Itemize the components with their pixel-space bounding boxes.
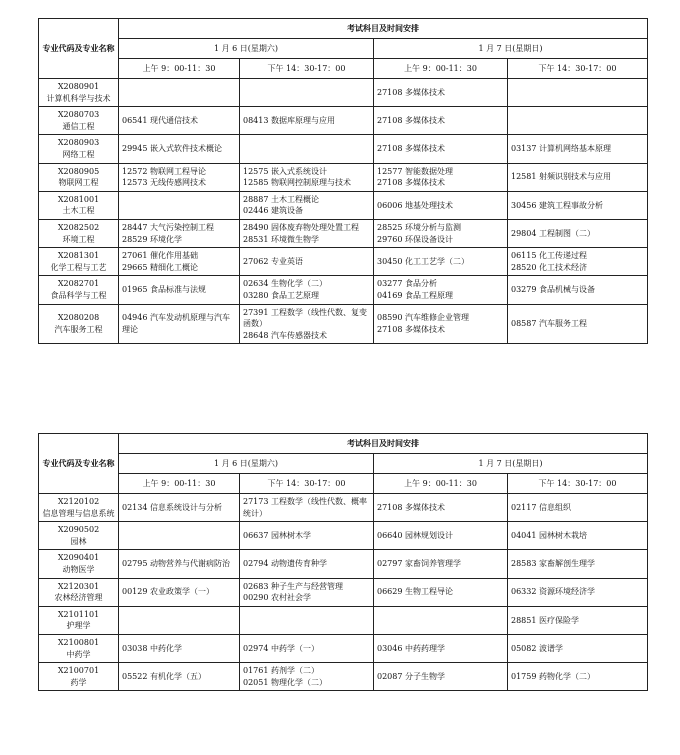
major-cell xyxy=(39,304,119,344)
course-cell-d1pm xyxy=(240,107,374,135)
table-row xyxy=(39,304,648,344)
course-cell-d2pm xyxy=(508,578,648,606)
major-name: 物联网工程 xyxy=(58,178,99,188)
course-cell-d1am xyxy=(119,304,240,344)
exam-schedule-header: 考试科目及时间安排 xyxy=(119,434,648,454)
course-entry: 12572 物联网工程导论 xyxy=(122,166,206,176)
course-cell-d2am xyxy=(374,248,508,276)
major-code: X2081301 xyxy=(57,251,100,261)
course-cell-d1am xyxy=(119,107,240,135)
course-cell-d2am xyxy=(374,219,508,247)
course-entry: 29665 精细化工概论 xyxy=(122,262,198,272)
course-cell-d1pm xyxy=(240,663,374,691)
major-name: 园林 xyxy=(70,536,87,546)
course-cell-d2am xyxy=(374,550,508,578)
major-name: 药学 xyxy=(70,677,87,687)
course-cell-d2pm xyxy=(508,494,648,522)
major-cell xyxy=(39,191,119,219)
table-row xyxy=(39,79,648,107)
course-cell-d2pm xyxy=(508,276,648,304)
course-entry: 02974 中药学（一） xyxy=(243,643,319,653)
course-cell-d1pm xyxy=(240,606,374,634)
table-row xyxy=(39,107,648,135)
course-cell-d2pm xyxy=(508,191,648,219)
major-cell xyxy=(39,550,119,578)
schedule-table-1 xyxy=(38,18,648,344)
course-cell-d2pm xyxy=(508,634,648,662)
day2-am-header: 上午 9：00-11：30 xyxy=(374,59,508,79)
table-row xyxy=(39,191,648,219)
course-cell-d2pm xyxy=(508,550,648,578)
code-name-header: 专业代码及专业名称 xyxy=(39,19,119,79)
course-entry: 08413 数据库原理与应用 xyxy=(243,115,335,125)
course-entry: 27062 专业英语 xyxy=(243,256,303,266)
course-cell-d2am xyxy=(374,522,508,550)
major-name: 护理学 xyxy=(66,621,91,631)
major-cell xyxy=(39,163,119,191)
course-entry: 29804 工程制图（二） xyxy=(511,228,595,238)
course-cell-d1am xyxy=(119,248,240,276)
table-row xyxy=(39,248,648,276)
course-cell-d2am xyxy=(374,79,508,107)
course-entry: 27061 催化作用基础 xyxy=(122,251,198,261)
major-code: X2080208 xyxy=(57,313,100,323)
course-entry: 28447 大气污染控制工程 xyxy=(122,222,214,232)
major-name: 食品科学与工程 xyxy=(50,290,107,300)
day2-header: 1 月 7 日(星期日) xyxy=(374,39,648,59)
course-entry: 28583 家畜解剖生理学 xyxy=(511,559,595,569)
course-entry: 08587 汽车服务工程 xyxy=(511,319,587,329)
course-entry: 01761 药剂学（二） xyxy=(243,666,319,676)
day2-pm-header: 下午 14：30-17：00 xyxy=(508,474,648,494)
course-entry: 02794 动物遗传育种学 xyxy=(243,559,327,569)
major-name: 计算机科学与技术 xyxy=(46,93,111,103)
course-entry: 27108 多媒体技术 xyxy=(377,178,445,188)
major-code: X2080903 xyxy=(57,138,100,148)
course-cell-d1am xyxy=(119,191,240,219)
table-row xyxy=(39,634,648,662)
day1-header: 1 月 6 日(星期六) xyxy=(119,454,374,474)
table-row xyxy=(39,663,648,691)
course-cell-d1am xyxy=(119,606,240,634)
major-name: 动物医学 xyxy=(62,564,95,574)
course-entry: 27108 多媒体技术 xyxy=(377,144,445,154)
table-row xyxy=(39,135,648,163)
course-entry: 28529 环境化学 xyxy=(122,234,182,244)
major-cell xyxy=(39,107,119,135)
major-cell xyxy=(39,276,119,304)
course-cell-d1am xyxy=(119,276,240,304)
major-code: X2100701 xyxy=(57,666,100,676)
major-code: X2090502 xyxy=(57,525,100,535)
course-cell-d1pm xyxy=(240,578,374,606)
course-entry: 28887 土木工程概论 xyxy=(243,194,319,204)
course-cell-d2pm xyxy=(508,304,648,344)
table-row xyxy=(39,494,648,522)
course-cell-d2pm xyxy=(508,107,648,135)
major-cell xyxy=(39,606,119,634)
course-entry: 28520 化工技术经济 xyxy=(511,262,587,272)
course-cell-d1am xyxy=(119,522,240,550)
day2-pm-header: 下午 14：30-17：00 xyxy=(508,59,648,79)
major-name: 农林经济管理 xyxy=(54,593,103,603)
course-entry: 27108 多媒体技术 xyxy=(377,324,445,334)
course-cell-d1am xyxy=(119,219,240,247)
course-entry: 01965 食品标准与法规 xyxy=(122,285,206,295)
major-cell xyxy=(39,494,119,522)
major-name: 环境工程 xyxy=(62,234,95,244)
course-cell-d1pm xyxy=(240,304,374,344)
course-cell-d1pm xyxy=(240,248,374,276)
course-cell-d1am xyxy=(119,634,240,662)
major-name: 土木工程 xyxy=(62,206,95,216)
course-entry: 02446 建筑设备 xyxy=(243,206,303,216)
course-cell-d1am xyxy=(119,550,240,578)
course-entry: 27173 工程数学（线性代数、概率统计） xyxy=(243,497,367,518)
course-entry: 01759 药物化学（二） xyxy=(511,671,595,681)
course-entry: 06332 资源环境经济学 xyxy=(511,587,595,597)
course-cell-d1am xyxy=(119,163,240,191)
course-cell-d2am xyxy=(374,578,508,606)
major-code: X2081001 xyxy=(57,194,100,204)
major-cell xyxy=(39,578,119,606)
major-name: 网络工程 xyxy=(62,149,95,159)
day1-header: 1 月 6 日(星期六) xyxy=(119,39,374,59)
major-name: 汽车服务工程 xyxy=(54,324,103,334)
table-row xyxy=(39,606,648,634)
course-cell-d1am xyxy=(119,135,240,163)
course-cell-d2am xyxy=(374,304,508,344)
course-cell-d1pm xyxy=(240,79,374,107)
course-entry: 06541 现代通信技术 xyxy=(122,115,198,125)
course-cell-d2pm xyxy=(508,248,648,276)
course-cell-d1am xyxy=(119,663,240,691)
course-entry: 02087 分子生物学 xyxy=(377,671,445,681)
course-cell-d2pm xyxy=(508,79,648,107)
exam-schedule-header: 考试科目及时间安排 xyxy=(119,19,648,39)
table-row xyxy=(39,550,648,578)
table-row xyxy=(39,163,648,191)
day1-am-header: 上午 9：00-11：30 xyxy=(119,474,240,494)
course-entry: 00290 农村社会学 xyxy=(243,593,311,603)
course-cell-d2am xyxy=(374,634,508,662)
course-entry: 29760 环保设备设计 xyxy=(377,234,453,244)
major-code: X2100801 xyxy=(57,637,100,647)
major-name: 信息管理与信息系统 xyxy=(42,508,115,518)
day2-header: 1 月 7 日(星期日) xyxy=(374,454,648,474)
course-cell-d2am xyxy=(374,663,508,691)
course-entry: 12581 射频识别技术与应用 xyxy=(511,172,611,182)
course-cell-d2pm xyxy=(508,606,648,634)
course-entry: 28851 医疗保险学 xyxy=(511,615,579,625)
schedule-table-2 xyxy=(38,433,648,691)
course-cell-d1am xyxy=(119,578,240,606)
course-entry: 28490 固体废弃物处理处置工程 xyxy=(243,222,359,232)
course-entry: 04946 汽车发动机原理与汽车理论 xyxy=(122,313,230,334)
course-entry: 06006 地基处理技术 xyxy=(377,200,453,210)
course-cell-d1pm xyxy=(240,522,374,550)
course-entry: 12577 智能数据处理 xyxy=(377,166,453,176)
course-entry: 02797 家畜饲养管理学 xyxy=(377,559,461,569)
course-cell-d2pm xyxy=(508,135,648,163)
course-entry: 00129 农业政策学（一） xyxy=(122,587,214,597)
major-code: X2101101 xyxy=(57,609,100,619)
major-cell xyxy=(39,522,119,550)
course-entry: 06637 园林树木学 xyxy=(243,530,311,540)
course-entry: 12585 物联网控制原理与技术 xyxy=(243,178,351,188)
major-cell xyxy=(39,248,119,276)
course-entry: 27108 多媒体技术 xyxy=(377,502,445,512)
course-entry: 03280 食品工艺原理 xyxy=(243,290,319,300)
major-cell xyxy=(39,135,119,163)
course-cell-d2am xyxy=(374,163,508,191)
course-entry: 03279 食品机械与设备 xyxy=(511,285,595,295)
major-cell xyxy=(39,634,119,662)
course-entry: 08590 汽车维修企业管理 xyxy=(377,313,469,323)
course-entry: 04041 园林树木栽培 xyxy=(511,530,587,540)
major-name: 化学工程与工艺 xyxy=(50,262,107,272)
major-name: 通信工程 xyxy=(62,121,95,131)
table-row xyxy=(39,578,648,606)
course-entry: 03046 中药药理学 xyxy=(377,643,445,653)
course-cell-d1pm xyxy=(240,135,374,163)
major-code: X2120301 xyxy=(57,581,100,591)
course-cell-d1pm xyxy=(240,494,374,522)
course-cell-d1am xyxy=(119,79,240,107)
course-entry: 04169 食品工程原理 xyxy=(377,290,453,300)
course-entry: 30450 化工工艺学（二） xyxy=(377,256,469,266)
course-entry: 05082 波谱学 xyxy=(511,643,563,653)
major-name: 中药学 xyxy=(66,649,91,659)
course-entry: 03038 中药化学 xyxy=(122,643,182,653)
course-entry: 02134 信息系统设计与分析 xyxy=(122,502,222,512)
course-entry: 03137 计算机网络基本原理 xyxy=(511,144,611,154)
major-code: X2120102 xyxy=(57,497,100,506)
major-cell xyxy=(39,663,119,691)
major-code: X2082701 xyxy=(57,279,100,289)
course-cell-d1pm xyxy=(240,191,374,219)
course-entry: 03277 食品分析 xyxy=(377,279,437,289)
course-cell-d2am xyxy=(374,107,508,135)
course-entry: 06640 园林规划设计 xyxy=(377,530,453,540)
course-cell-d2am xyxy=(374,135,508,163)
course-entry: 12575 嵌入式系统设计 xyxy=(243,166,327,176)
major-cell xyxy=(39,79,119,107)
course-entry: 28525 环境分析与监测 xyxy=(377,222,461,232)
major-code: X2080905 xyxy=(57,166,100,176)
course-entry: 27108 多媒体技术 xyxy=(377,115,445,125)
course-cell-d2pm xyxy=(508,522,648,550)
course-entry: 02634 生物化学（二） xyxy=(243,279,327,289)
course-cell-d2pm xyxy=(508,219,648,247)
table-row xyxy=(39,522,648,550)
course-entry: 12573 无线传感网技术 xyxy=(122,178,206,188)
course-cell-d1pm xyxy=(240,163,374,191)
major-cell xyxy=(39,219,119,247)
course-cell-d2am xyxy=(374,606,508,634)
major-code: X2080703 xyxy=(57,110,100,120)
course-cell-d2am xyxy=(374,276,508,304)
course-cell-d2am xyxy=(374,494,508,522)
course-cell-d1am xyxy=(119,494,240,522)
course-entry: 28648 汽车传感器技术 xyxy=(243,330,327,340)
major-code: X2080901 xyxy=(57,82,100,91)
table-row xyxy=(39,219,648,247)
course-entry: 02117 信息组织 xyxy=(511,502,571,512)
course-entry: 29945 嵌入式软件技术概论 xyxy=(122,144,222,154)
course-entry: 06629 生物工程导论 xyxy=(377,587,453,597)
table-row xyxy=(39,276,648,304)
course-cell-d1pm xyxy=(240,634,374,662)
day1-am-header: 上午 9：00-11：30 xyxy=(119,59,240,79)
course-cell-d2am xyxy=(374,191,508,219)
day2-am-header: 上午 9：00-11：30 xyxy=(374,474,508,494)
course-entry: 27391 工程数学（线性代数、复变函数） xyxy=(243,307,367,329)
course-entry: 02051 物理化学（二） xyxy=(243,677,327,687)
course-cell-d1pm xyxy=(240,276,374,304)
code-name-header: 专业代码及专业名称 xyxy=(39,434,119,494)
course-entry: 05522 有机化学（五） xyxy=(122,671,206,681)
course-cell-d1pm xyxy=(240,550,374,578)
day1-pm-header: 下午 14：30-17：00 xyxy=(240,474,374,494)
course-cell-d1pm xyxy=(240,219,374,247)
course-cell-d2pm xyxy=(508,163,648,191)
day1-pm-header: 下午 14：30-17：00 xyxy=(240,59,374,79)
course-cell-d2pm xyxy=(508,663,648,691)
course-entry: 27108 多媒体技术 xyxy=(377,87,445,97)
major-code: X2082502 xyxy=(57,222,100,232)
course-entry: 28531 环境微生物学 xyxy=(243,234,319,244)
course-entry: 06115 化工传递过程 xyxy=(511,251,587,261)
course-entry: 02795 动物营养与代谢病防治 xyxy=(122,559,230,569)
course-entry: 02683 种子生产与经营管理 xyxy=(243,581,343,591)
major-code: X2090401 xyxy=(57,553,100,563)
course-entry: 30456 建筑工程事故分析 xyxy=(511,200,603,210)
